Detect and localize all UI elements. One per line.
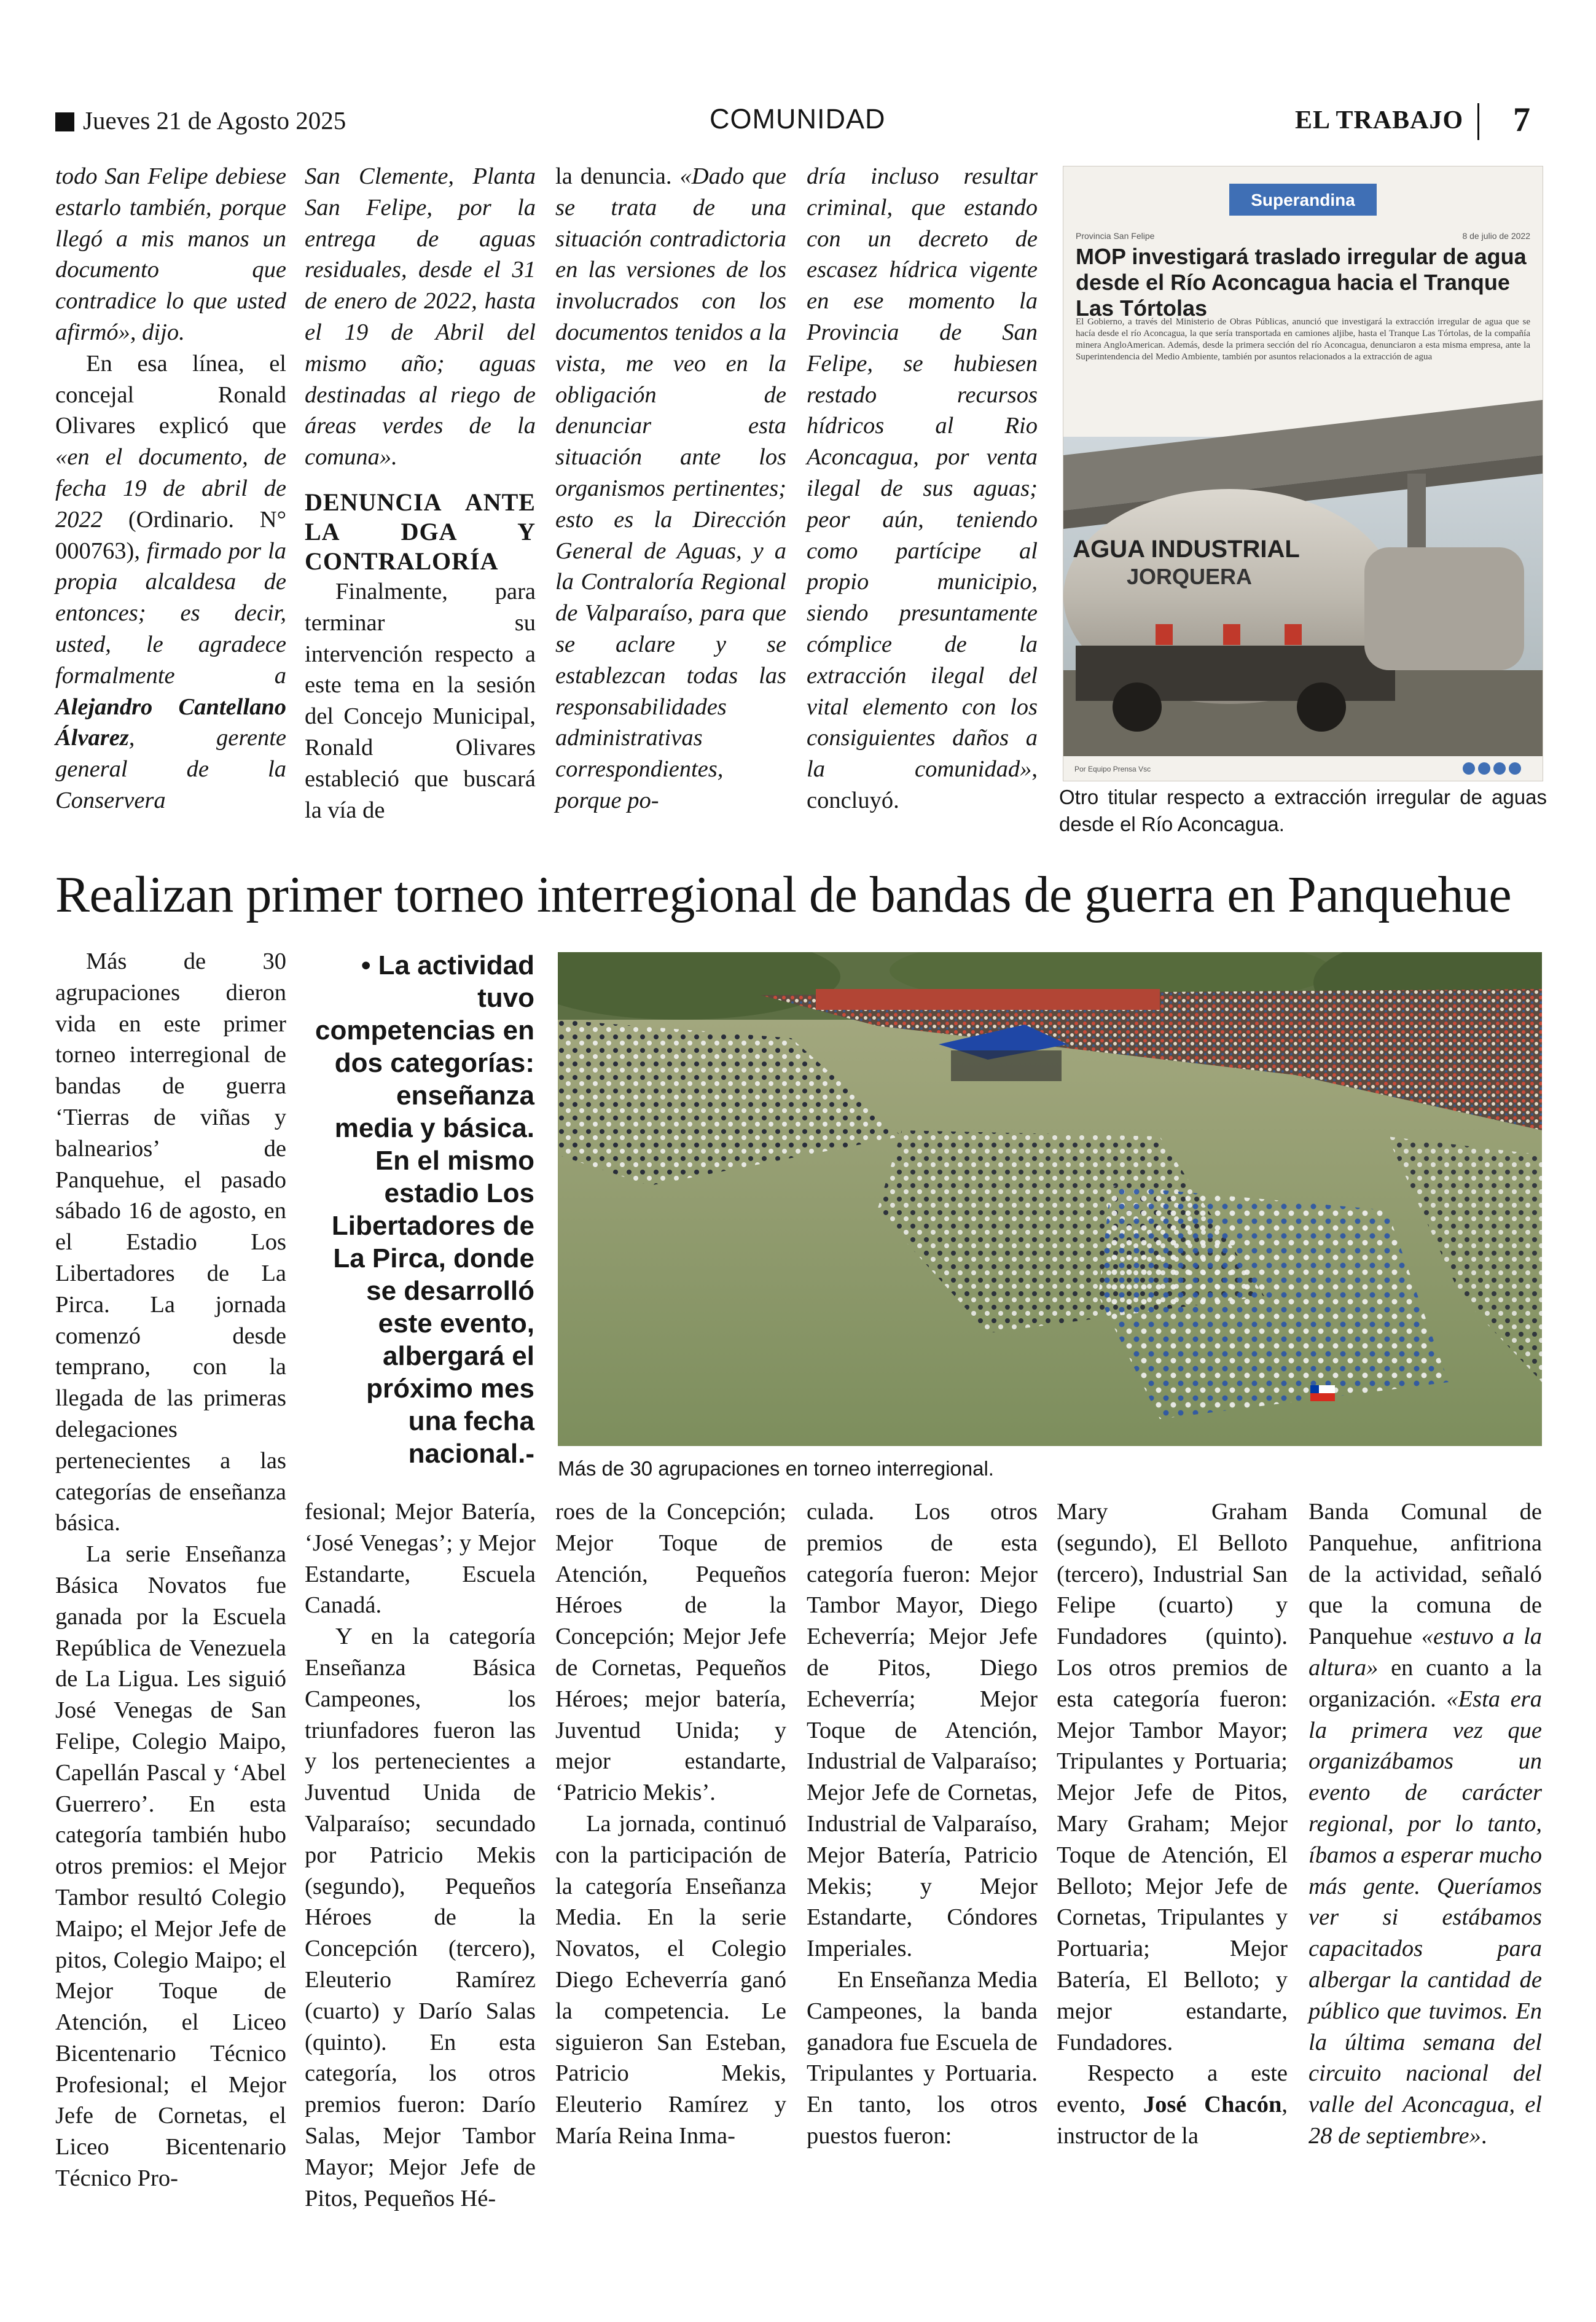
- main-article-column-3: [555, 1496, 786, 2152]
- header-paper-name: EL TRABAJO: [1295, 106, 1464, 135]
- quote-run: dría incluso resultar criminal, que estando con un decreto de escasez hídrica vigente en ese momento la Provincia de San Felipe, se hubiesen restado recursos hídricos al Rio Aconcagua, por venta ilegal de sus aguas; peor aún, teniendo como partícipe al propio municipio, siendo presuntamente cómplice de la extracción ilegal del vital elemento con los consiguientes daños a la comunidad»: [807, 163, 1038, 783]
- header-section: COMUNIDAD: [710, 103, 886, 135]
- text-run: en cuanto a la organización.: [1308, 1654, 1542, 1712]
- paragraph: Y en la categoría Enseñanza Básica Campeones, los triunfadores fueron las y los pertenecientes a Juventud Unida de Valparaíso; secundado por Patricio Mekis (segundo), Pequeños Héroes de la Concepción (tercero), Eleuterio Ramírez (cuarto) y Darío Salas (quinto). En esta categoría, los otros premios fueron: Darío Salas, Mejor Tambor Mayor; Mejor Jefe de Pitos, Pequeños Hé-: [305, 1624, 536, 2211]
- clipping-logo: Superandina: [1251, 190, 1355, 209]
- header-page-number: 7: [1513, 101, 1530, 139]
- paragraph: fesional; Mejor Batería, ‘José Venegas’; y Mejor Estandarte, Escuela Canadá.: [305, 1499, 536, 1619]
- paragraph: [555, 161, 786, 816]
- quote-run: «Esta era la primera vez que organizábamos un evento de carácter regional, por lo tanto, íbamos a esperar mucho más gente. Queríamos ver si estábamos capacitados para albergar la cantidad de público que tuvimos. En la última semana del circuito nacional del valle del Aconcagua, el 28 de septiembre»: [1308, 1686, 1542, 2149]
- subheading: DENUNCIA ANTE LA DGA Y CONTRALORÍA: [305, 488, 536, 575]
- person-name: José Chacón: [1143, 2092, 1282, 2118]
- main-article-column-4: [807, 1496, 1038, 2152]
- text-run: , instructor de la: [1057, 2092, 1288, 2149]
- main-article-column-6: [1308, 1496, 1542, 2152]
- article-headline: Realizan primer torneo interregional de bandas de guerra en Panquehue: [55, 866, 1512, 923]
- main-article-column-1: [55, 946, 286, 2194]
- paragraph: [1057, 2058, 1288, 2151]
- pull-quote: • La actividad tuvo competencias en dos categorías: enseñanza media y básica. En el mismo estadio Los Libertadores de La Pirca, donde se desarrolló este evento, albergará el próximo mes una fecha nacional.-: [315, 950, 534, 1469]
- paragraph: roes de la Concepción; Mejor Toque de Atención, Pequeños Héroes de la Concepción; Mejor Jefe de Cornetas, Pequeños Héroes; mejor batería, Juventud Unida; y mejor estandarte, ‘Patricio Mekis’.: [555, 1499, 786, 1806]
- paragraph: Más de 30 agrupaciones dieron vida en este primer torneo interregional de bandas de guerra ‘Tierras de viñas y balnearios’ de Panquehue, el pasado sábado 16 de agosto, en el Estadio Los Libertadores de La Pirca. La jornada comenzó desde temprano, con la llegada de las primeras delegaciones pertenecientes a las categorías de enseñanza básica.: [55, 948, 286, 1536]
- quote-run: , firmado por la propia alcaldesa de entonces; es decir, usted, le agradece formalmente a: [55, 538, 286, 689]
- clipping-headline: MOP investigará traslado irregular de agua desde el Río Aconcagua hacia el Tranque Las Tórtolas: [1076, 244, 1527, 321]
- text-run: Respecto a este evento,: [1057, 2060, 1288, 2118]
- band-competition-photo: [558, 952, 1542, 1446]
- paragraph: Mary Graham (segundo), El Belloto (tercero), Industrial San Felipe (cuarto) y Fundadores (quinto). Los otros premios de esta categoría fueron: Mejor Tambor Mayor; Tripulantes y Portuaria; Mejor Jefe de Pitos, Mary Graham; Mejor Toque de Atención, El Belloto; Mejor Jefe de Cornetas, Tripulantes y Portuaria; Mejor Batería, El Belloto; y mejor estandarte, Fundadores.: [1057, 1499, 1288, 2055]
- quote-run: , gerente general de la Conservera: [55, 725, 286, 813]
- clipping-dateline: 8 de julio de 2022: [1462, 231, 1530, 241]
- top-article-column-4: [807, 161, 1038, 816]
- paragraph: San Clemente, Planta San Felipe, por la entrega de aguas residuales, desde el 31 de enero de 2022, hasta el 19 de Abril del mismo año; aguas destinadas al riego de áreas verdes de la comuna».: [305, 163, 536, 471]
- clipping-credit: Por Equipo Prensa Vsc: [1074, 765, 1151, 773]
- header-square-icon: [55, 112, 74, 131]
- text-run: En esa línea, el concejal Ronald Olivares explicó que: [55, 350, 286, 439]
- image-caption: Otro titular respecto a extracción irregular de aguas desde el Río Aconcagua.: [1059, 786, 1547, 835]
- clipping-body: El Gobierno, a través del Ministerio de Obras Públicas, anunció que investigará la extracción irregular de agua que se hacía desde el río Aconcagua, la que sería transportada en camiones aljibe, hasta el Tranque Las Tórtolas, de la compañía minera AngloAmerican. Además, desde la primera sección del río Aconcagua, denunciaron a esta misma empresa, ante la Superintendencia del Medio Ambiente, también por asuntos relacionados a la extracción de agua: [1076, 317, 1530, 362]
- paragraph: Finalmente, para terminar su intervención respecto a este tema en la sesión del Concejo Municipal, Ronald Olivares estableció que buscará la vía de: [305, 578, 536, 823]
- top-article-column-2: [305, 161, 536, 826]
- paragraph: La jornada, continuó con la participación de la categoría Enseñanza Media. En la serie Novatos, el Colegio Diego Echeverría ganó la competencia. Le siguieron San Esteban, Patricio Mekis, Eleuterio Ramírez y María Reina Inma-: [555, 1810, 786, 2149]
- top-article-column-3: [555, 161, 786, 816]
- text-run: .: [1481, 2122, 1487, 2149]
- text-run: la denuncia.: [555, 163, 680, 189]
- paragraph: [1308, 1496, 1542, 2152]
- text-run: , concluyó.: [807, 756, 1038, 813]
- quote-run: «en el documento, de fecha 19 de abril de 2022: [55, 444, 286, 533]
- quote-run: «estuvo a la altura»: [1308, 1624, 1542, 1681]
- image-caption: Más de 30 agrupaciones en torneo interregional.: [558, 1457, 994, 1480]
- header-divider: [1477, 103, 1479, 140]
- text-run: Banda Comunal de Panquehue, anfitriona de la actividad, señaló que la comuna de Panquehue: [1308, 1499, 1542, 1650]
- paragraph: todo San Felipe debiese estarlo también, porque llegó a mis manos un documento que contradice lo que usted afirmó», dijo.: [55, 163, 286, 345]
- news-clipping-photo: [1063, 166, 1543, 781]
- main-article-column-5: [1057, 1496, 1288, 2152]
- paragraph: En Enseñanza Media Campeones, la banda ganadora fue Escuela de Tripulantes y Portuaria. En tanto, los otros puestos fueron:: [807, 1966, 1038, 2149]
- person-name: Alejandro Cantellano Álvarez: [55, 694, 286, 751]
- clipping-location: Provincia San Felipe: [1076, 231, 1155, 241]
- text-run: (Ordinario. N° 000763): [55, 506, 286, 564]
- top-article-column-1: [55, 161, 286, 816]
- quote-run: «Dado que se trata de una situación contradictoria en las versiones de los involucrados con los documentos tenidos a la vista, me veo en la obligación de denunciar esta situación ante los organismos pertinentes; esto es la Dirección General de Aguas, y a la Contraloría Regional de Valparaíso, para que se aclare y se establezcan todas las responsabilidades administrativas correspondientes, porque po-: [555, 163, 786, 813]
- band-photo-graphic: [558, 952, 1542, 1446]
- header-date: Jueves 21 de Agosto 2025: [83, 106, 346, 135]
- paragraph: La serie Enseñanza Básica Novatos fue ganada por la Escuela República de Venezuela de La Ligua. Les siguió José Venegas de San Felipe, Colegio Maipo, Capellán Pascal y ‘Abel Guerrero’. En esta categoría también hubo otros premios: el Mejor Tambor resultó Colegio Maipo; el Mejor Jefe de pitos, Colegio Maipo; el Mejor Toque de Atención, el Liceo Bicentenario Técnico Profesional; el Mejor Jefe de Cornetas, el Liceo Bicentenario Técnico Pro-: [55, 1541, 286, 2192]
- paragraph: [807, 161, 1038, 816]
- truck-label-2: JORQUERA: [1126, 564, 1253, 589]
- paragraph: [55, 348, 286, 816]
- truck-label-1: AGUA INDUSTRIAL: [1073, 536, 1300, 563]
- main-article-column-2: [305, 1496, 536, 2214]
- paragraph: culada. Los otros premios de esta categoría fueron: Mejor Tambor Mayor, Diego Echeverría; Mejor Jefe de Pitos, Diego Echeverría; Mejor Toque de Atención, Industrial de Valparaíso; Mejor Jefe de Cornetas, Industrial de Valparaíso, Mejor Batería, Patricio Mekis; y Mejor Estandarte, Cóndores Imperiales.: [807, 1499, 1038, 1962]
